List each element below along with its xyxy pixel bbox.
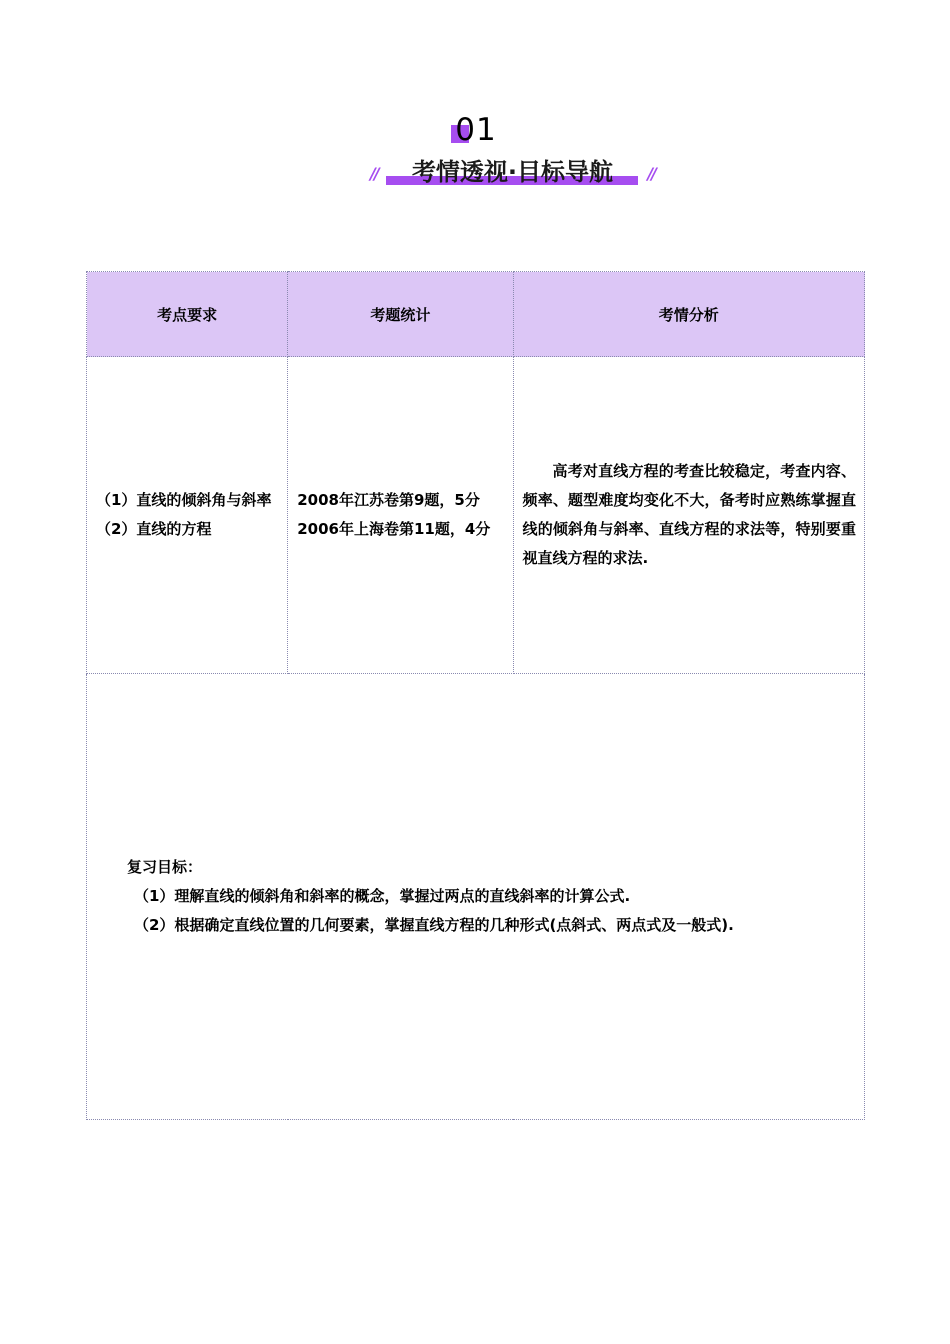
section-banner	[370, 150, 655, 192]
banner-title: 考情透视·目标导航	[411, 158, 614, 186]
cell-exam-analysis	[513, 357, 864, 674]
exam-stat-item: 2006年上海卷第11题，4分	[297, 520, 491, 538]
exam-point-item: （1）直线的倾斜角与斜率	[96, 491, 272, 509]
exam-analysis-table	[86, 271, 865, 1120]
exam-stat-item: 2008年江苏卷第9题，5分	[297, 491, 480, 509]
banner-slash-left-icon: //	[370, 164, 378, 183]
analysis-text: 高考对直线方程的考查比较稳定，考查内容、频率、题型难度均变化不大，备考时应熟练掌握直线的倾斜角与斜率、直线方程的求法等，特别要重视直线方程的求法.	[522, 462, 856, 567]
banner-slash-right-icon: //	[647, 164, 655, 183]
exam-point-item: （2）直线的方程	[96, 520, 212, 538]
section-number	[453, 112, 496, 148]
goals-row	[87, 674, 865, 1120]
column-header-stats: 考题统计	[288, 272, 513, 357]
table-header-row	[87, 272, 865, 357]
cell-review-goals	[87, 674, 865, 1120]
column-header-points: 考点要求	[87, 272, 288, 357]
table-row	[87, 357, 865, 674]
section-number-wrap	[0, 112, 950, 148]
review-goal-item: （1）理解直线的倾斜角和斜率的概念，掌握过两点的直线斜率的计算公式.	[134, 887, 631, 905]
review-goals-block	[127, 853, 864, 940]
cell-exam-stats	[288, 357, 513, 674]
review-goals-title: 复习目标：	[127, 858, 203, 876]
column-header-analysis: 考情分析	[513, 272, 864, 357]
section-number-text: 01	[455, 112, 497, 148]
cell-exam-points	[87, 357, 288, 674]
review-goal-item: （2）根据确定直线位置的几何要素，掌握直线方程的几种形式(点斜式、两点式及一般式).	[134, 916, 734, 934]
